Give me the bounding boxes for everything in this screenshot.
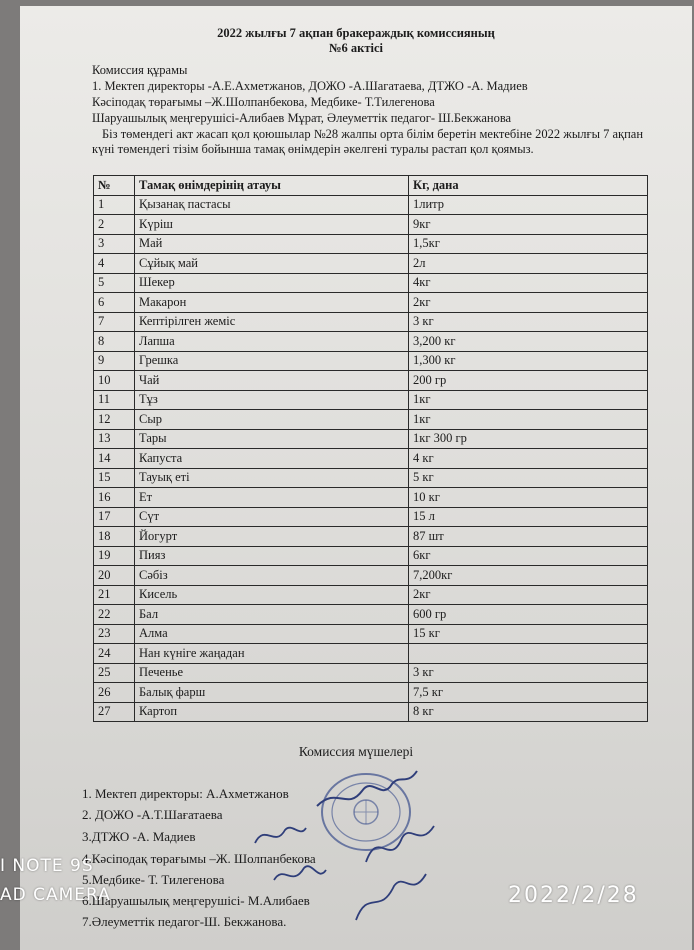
row-quantity: 2кг — [409, 585, 648, 605]
table-row — [94, 468, 648, 488]
row-product: Қызанақ пастасы — [135, 195, 409, 215]
row-quantity: 4кг — [409, 273, 648, 293]
row-number: 23 — [94, 624, 135, 644]
table-row — [94, 624, 648, 644]
member-item: 1. Мектеп директоры: А.Ахметжанов — [82, 786, 289, 801]
signature-icon — [250, 818, 310, 852]
row-product: Йогурт — [135, 527, 409, 547]
row-quantity: 1,5кг — [409, 234, 648, 254]
table-row — [94, 702, 648, 722]
row-number: 5 — [94, 273, 135, 293]
row-number: 26 — [94, 683, 135, 703]
row-product: Шекер — [135, 273, 409, 293]
member-item: 4.Кәсіподақ төрағымы –Ж. Шолпанбекова — [82, 851, 316, 866]
commission-line: Шаруашылық меңгерушісі-Алибаев Мұрат, Әлеуметтік педагог- Ш.Бекжанова — [92, 111, 512, 125]
row-quantity: 1литр — [409, 195, 648, 215]
table-row — [94, 527, 648, 547]
act-number: №6 актісі — [328, 41, 384, 55]
row-quantity: 1кг 300 гр — [409, 429, 648, 449]
row-quantity: 1кг — [409, 390, 648, 410]
table-row — [94, 273, 648, 293]
row-quantity: 2л — [409, 254, 648, 274]
table-row — [94, 663, 648, 683]
row-number: 14 — [94, 449, 135, 469]
row-product: Макарон — [135, 293, 409, 313]
header-quantity: Кг, дана — [409, 176, 648, 196]
row-quantity: 15 кг — [409, 624, 648, 644]
table-row — [94, 488, 648, 508]
signature-director-icon — [312, 766, 422, 816]
table-row — [94, 644, 648, 664]
row-number: 22 — [94, 605, 135, 625]
row-number: 25 — [94, 663, 135, 683]
row-number: 16 — [94, 488, 135, 508]
row-product: Пияз — [135, 546, 409, 566]
member-item: 3.ДТЖО -А. Мадиев — [82, 829, 196, 844]
table-row — [94, 293, 648, 313]
row-product: Күріш — [135, 215, 409, 235]
row-number: 10 — [94, 371, 135, 391]
table-row — [94, 546, 648, 566]
table-row — [94, 332, 648, 352]
signature-icon — [270, 858, 330, 892]
commission-heading: Комиссия құрамы — [92, 63, 188, 77]
table-row — [94, 585, 648, 605]
row-quantity: 200 гр — [409, 371, 648, 391]
row-number: 6 — [94, 293, 135, 313]
table-row — [94, 195, 648, 215]
row-number: 18 — [94, 527, 135, 547]
row-product: Тары — [135, 429, 409, 449]
members-heading: Комиссия мүшелері — [298, 744, 414, 759]
table-row — [94, 254, 648, 274]
table-row — [94, 429, 648, 449]
row-product: Кисель — [135, 585, 409, 605]
row-number: 3 — [94, 234, 135, 254]
row-number: 9 — [94, 351, 135, 371]
table-header-row — [94, 176, 648, 196]
member-item: 2. ДОЖО -А.Т.Шағатаева — [82, 807, 223, 822]
products-table — [93, 175, 648, 722]
row-number: 1 — [94, 195, 135, 215]
row-product: Май — [135, 234, 409, 254]
row-quantity: 7,200кг — [409, 566, 648, 586]
row-product: Капуста — [135, 449, 409, 469]
row-number: 13 — [94, 429, 135, 449]
row-quantity: 15 л — [409, 507, 648, 527]
row-quantity: 6кг — [409, 546, 648, 566]
row-number: 11 — [94, 390, 135, 410]
table-row — [94, 215, 648, 235]
table-row — [94, 371, 648, 391]
row-product: Кептірілген жеміс — [135, 312, 409, 332]
table-row — [94, 566, 648, 586]
table-row — [94, 312, 648, 332]
row-product: Нан күніге жаңадан — [135, 644, 409, 664]
row-quantity — [409, 644, 648, 664]
row-quantity: 600 гр — [409, 605, 648, 625]
row-product: Сәбіз — [135, 566, 409, 586]
row-quantity: 3 кг — [409, 663, 648, 683]
row-number: 15 — [94, 468, 135, 488]
table-row — [94, 605, 648, 625]
row-quantity: 5 кг — [409, 468, 648, 488]
member-item: 7.Әлеуметтік педагог-Ш. Бекжанова. — [82, 914, 287, 929]
row-quantity: 2кг — [409, 293, 648, 313]
row-product: Тауық еті — [135, 468, 409, 488]
row-number: 2 — [94, 215, 135, 235]
signature-icon — [360, 818, 440, 874]
header-product: Тамақ өнімдерінің атауы — [135, 176, 409, 196]
row-product: Сұйық май — [135, 254, 409, 274]
row-product: Чай — [135, 371, 409, 391]
row-quantity: 10 кг — [409, 488, 648, 508]
header-number: № — [94, 176, 135, 196]
row-product: Ет — [135, 488, 409, 508]
table-row — [94, 390, 648, 410]
row-quantity: 1кг — [409, 410, 648, 430]
row-product: Картоп — [135, 702, 409, 722]
row-quantity: 1,300 кг — [409, 351, 648, 371]
camera-model-watermark: I NOTE 9S — [0, 856, 94, 876]
row-number: 21 — [94, 585, 135, 605]
row-quantity: 9кг — [409, 215, 648, 235]
row-quantity: 7,5 кг — [409, 683, 648, 703]
table-row — [94, 449, 648, 469]
member-item: 6.Шаруашылық меңгерушісі- М.Алибаев — [82, 893, 310, 908]
row-quantity: 87 шт — [409, 527, 648, 547]
row-product: Бал — [135, 605, 409, 625]
row-number: 4 — [94, 254, 135, 274]
row-product: Лапша — [135, 332, 409, 352]
row-quantity: 3,200 кг — [409, 332, 648, 352]
table-row — [94, 234, 648, 254]
camera-label-watermark: AD CAMERA — [0, 885, 111, 905]
row-number: 19 — [94, 546, 135, 566]
row-product: Грешка — [135, 351, 409, 371]
row-product: Печенье — [135, 663, 409, 683]
row-quantity: 8 кг — [409, 702, 648, 722]
signature-icon — [350, 868, 430, 928]
row-number: 8 — [94, 332, 135, 352]
row-number: 20 — [94, 566, 135, 586]
date-watermark: 2022/2/28 — [508, 883, 639, 908]
document-title: 2022 жылғы 7 ақпан бракераждық комиссияның — [217, 26, 495, 40]
table-row — [94, 683, 648, 703]
row-quantity: 3 кг — [409, 312, 648, 332]
table-row — [94, 410, 648, 430]
commission-line: 1. Мектеп директоры -А.Е.Ахметжанов, ДОЖО -А.Шагатаева, ДТЖО -А. Мадиев — [92, 79, 528, 93]
act-paragraph: Біз төмендегі акт жасап қол қоюшылар №28 жалпы орта білім беретін мектебіне 2022 жылғы 7 ақпан күні төмендегі тізім бойынша тамақ өнімдерін әкелгені туралы растап қол қоямыз. — [92, 127, 644, 156]
row-number: 17 — [94, 507, 135, 527]
table-row — [94, 351, 648, 371]
row-product: Сыр — [135, 410, 409, 430]
member-item: 5.Медбике- Т. Тилегенова — [82, 872, 225, 887]
row-quantity: 4 кг — [409, 449, 648, 469]
table-row — [94, 507, 648, 527]
row-number: 7 — [94, 312, 135, 332]
row-number: 24 — [94, 644, 135, 664]
row-product: Сүт — [135, 507, 409, 527]
row-product: Балық фарш — [135, 683, 409, 703]
document-page — [20, 6, 692, 950]
row-product: Тұз — [135, 390, 409, 410]
row-number: 27 — [94, 702, 135, 722]
commission-line: Кәсіподақ төрағымы –Ж.Шолпанбекова, Медбике- Т.Тилегенова — [92, 95, 435, 109]
row-number: 12 — [94, 410, 135, 430]
row-product: Алма — [135, 624, 409, 644]
